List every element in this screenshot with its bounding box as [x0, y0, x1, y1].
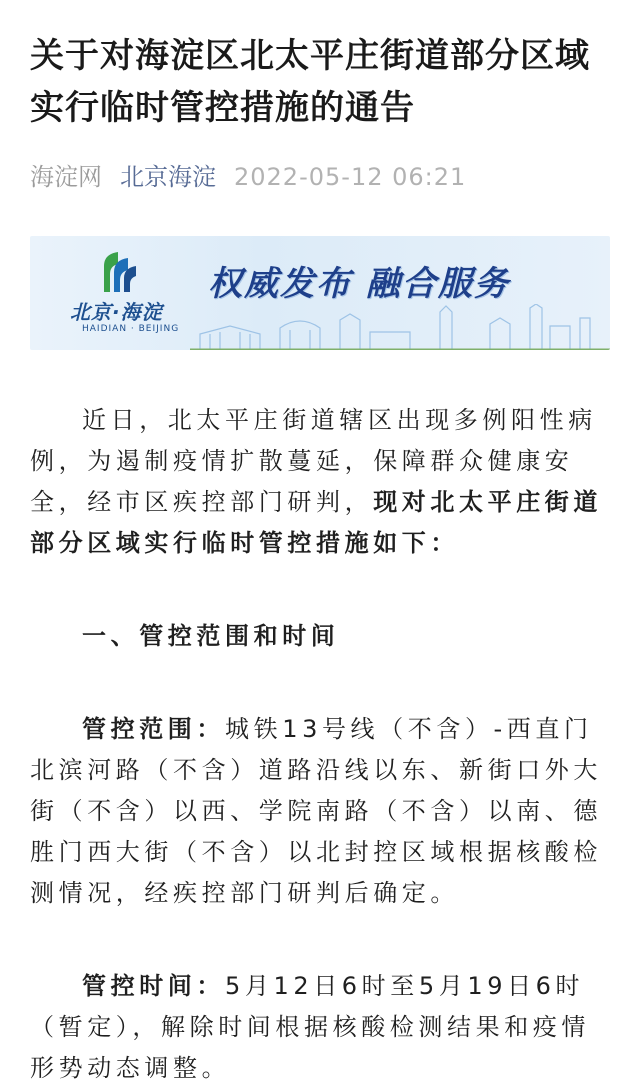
control-time-paragraph: [30, 966, 610, 1089]
intro-emphasis: 现对北太平庄街道部分区域实行临时管控措施如下：: [30, 488, 603, 557]
control-time-text: 5月12日6时至5月19日6时（暂定），解除时间根据核酸检测结果和疫情形势动态调整。: [30, 972, 590, 1082]
control-scope-text: 城铁13号线（不含）-西直门北滨河路（不含）道路沿线以东、新街口外大街（不含）以西、学院南路（不含）以南、德胜门西大街（不含）以北封控区域根据核酸检测情况，经疾控部门研判后确定。: [30, 715, 602, 907]
control-scope-label: 管控范围：: [82, 715, 225, 743]
article-title: 关于对海淀区北太平庄街道部分区域实行临时管控措施的通告: [30, 36, 590, 128]
city-skyline-icon: [190, 304, 610, 350]
control-scope-paragraph: [30, 709, 610, 914]
account-link[interactable]: 北京海淀: [120, 163, 216, 191]
intro-text: 近日，北太平庄街道辖区出现多例阳性病例，为遏制疫情扩散蔓延，保障群众健康安全，经市区疾控部门研判，: [30, 406, 597, 516]
source-label: 海淀网: [30, 163, 102, 191]
intro-paragraph: [30, 400, 610, 564]
article-meta: [30, 160, 610, 194]
publish-time: 2022-05-12 06:21: [234, 163, 467, 191]
header-banner: [30, 236, 610, 350]
section-heading: 一、管控范围和时间: [82, 622, 340, 650]
banner-slogan: 权威发布 融合服务: [208, 264, 510, 304]
control-time-label: 管控时间：: [82, 972, 225, 1000]
haidian-logo-icon: [98, 248, 144, 298]
logo-text: 北京·海淀: [70, 300, 163, 324]
logo-subtext: HAIDIAN · BEIJING: [82, 324, 180, 334]
